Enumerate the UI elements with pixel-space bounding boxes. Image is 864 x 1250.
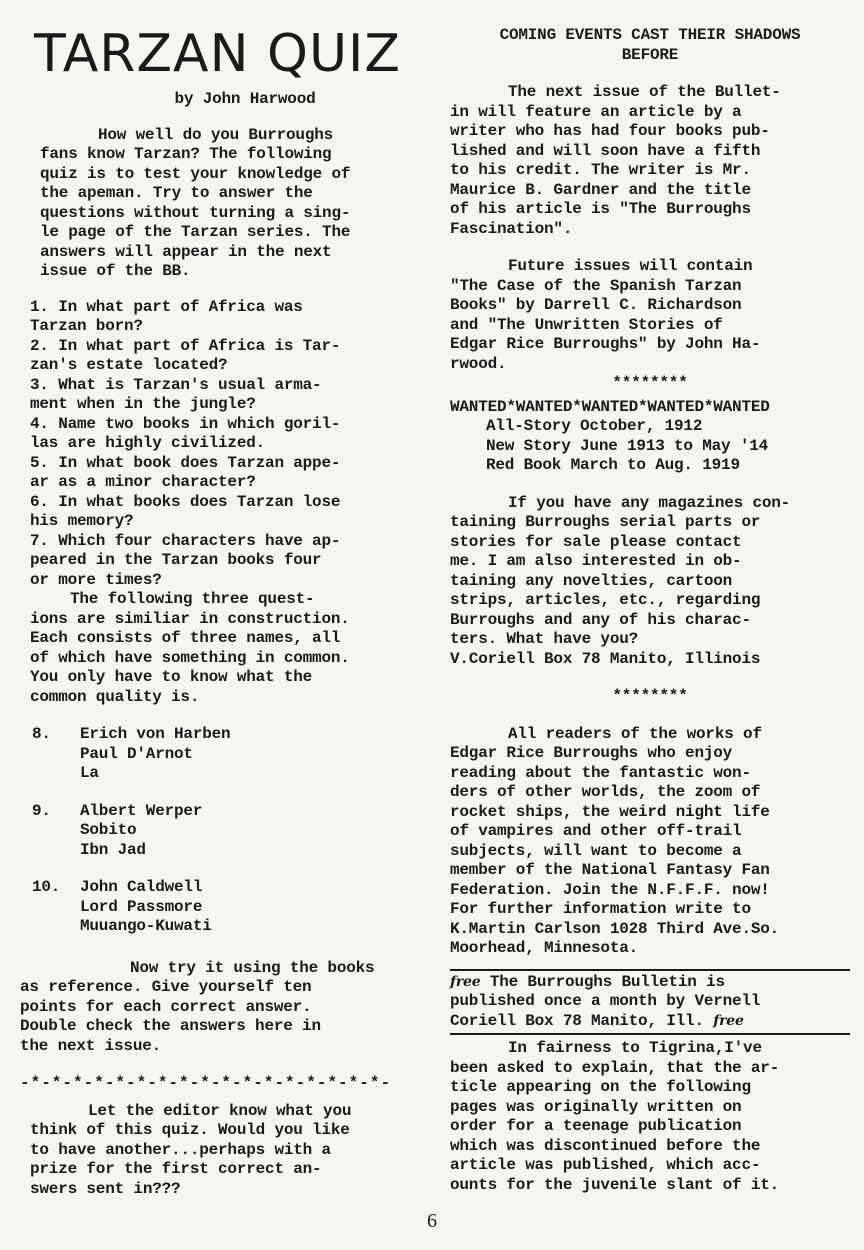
section-heading [450, 26, 850, 65]
text-line: in will feature an article by a [450, 102, 742, 121]
text-line: to his credit. The writer is Mr. [450, 161, 751, 179]
editor-note [30, 1102, 440, 1200]
text-line: All readers of the works of [508, 724, 762, 743]
dash-rule: -*-*-*-*-*-*-*-*-*-*-*-*-*-*-*-*-*- [20, 1074, 392, 1092]
text-line: points for each correct answer. [20, 997, 312, 1016]
question-line: las are highly civilized. [30, 434, 266, 452]
group-number: 9. [32, 801, 51, 820]
text-line: Federation. Join the N.F.F.F. now! [450, 880, 770, 899]
text-line: You only have to know what the [30, 668, 313, 686]
name-item: La [80, 764, 99, 782]
text-line: fans know Tarzan? The following [40, 145, 332, 163]
heading-line: COMING EVENTS CAST THEIR SHADOWS [499, 26, 801, 44]
text-line: Burroughs and any of his charac- [450, 610, 751, 629]
page-number: 6 [427, 1210, 437, 1232]
quiz-title: TARZAN QUIZ [34, 24, 402, 84]
text-line: of vampires and other off-trail [450, 822, 742, 840]
text-line: pages was originally written on [450, 1097, 742, 1116]
name-list [80, 878, 212, 937]
group-number: 10. [32, 878, 61, 896]
text-line: ders of other worlds, the zoom of [450, 783, 761, 801]
name-group [32, 878, 440, 937]
wanted-header: WANTED*WANTED*WANTED*WANTED*WANTED [450, 397, 770, 416]
text-line: of his article is "The Burroughs [450, 200, 751, 218]
question-line: ar as a minor character? [30, 473, 256, 491]
text-line: Now try it using the books [130, 958, 375, 977]
text-line: me. I am also interested in ob- [450, 552, 742, 570]
quiz-intro [40, 126, 440, 282]
text-line: issue of the BB. [40, 262, 191, 280]
name-list [80, 725, 230, 784]
text-line: How well do you Burroughs [98, 125, 334, 144]
text-line: The next issue of the Bullet- [508, 83, 781, 101]
text-line: prize for the first correct an- [30, 1160, 322, 1178]
name-item: Erich von Harben [80, 725, 231, 743]
heading-line: BEFORE [621, 45, 679, 64]
text-line: lished and will soon have a fifth [450, 141, 761, 160]
text-line: rwood. [450, 354, 507, 373]
future-issues-paragraph [450, 257, 850, 374]
text-line: questions without turning a sing- [40, 203, 351, 222]
text-line: ticle appearing on the following [450, 1078, 751, 1096]
wanted-item: Red Book March to Aug. 1919 [486, 456, 740, 474]
name-item: Muuango-Kuwati [80, 917, 212, 935]
question-line: his memory? [30, 512, 134, 530]
text-line: quiz is to test your knowledge of [40, 164, 351, 183]
question-line: 6. In what books does Tarzan lose [30, 492, 341, 511]
text-line: taining any novelties, cartoon [450, 571, 733, 590]
text-line: member of the National Fantasy Fan [450, 861, 770, 879]
left-column [20, 26, 440, 1199]
text-line: published once a month by Vernell [450, 992, 761, 1010]
text-line: The Burroughs Bulletin is [489, 972, 725, 991]
text-line: "The Case of the Spanish Tarzan [450, 276, 742, 295]
text-line: In fairness to Tigrina,I've [508, 1039, 762, 1057]
name-groups [32, 725, 440, 937]
text-line: For further information write to [450, 900, 751, 918]
name-group [32, 802, 440, 861]
text-line: to have another...perhaps with a [30, 1140, 331, 1159]
text-line: K.Martin Carlson 1028 Third Ave.So. [450, 919, 780, 938]
text-line: the apeman. Try to answer the [40, 184, 313, 202]
text-line: writer who has had four books pub- [450, 122, 770, 140]
text-line: Books" by Darrell C. Richardson [450, 296, 742, 314]
question-line: ment when in the jungle? [30, 395, 256, 413]
bulletin-notice [450, 969, 850, 1036]
text-line: and "The Unwritten Stories of [450, 315, 723, 334]
text-line: taining Burroughs serial parts or [450, 513, 761, 531]
quiz-questions [30, 298, 440, 708]
text-line: ters. What have you? [450, 630, 639, 648]
question-line: zan's estate located? [30, 356, 228, 374]
text-line: rocket ships, the weird night life [450, 802, 770, 821]
wanted-item: New Story June 1913 to May '14 [486, 436, 769, 455]
text-line: swers sent in??? [30, 1179, 181, 1198]
text-line: Each consists of three names, all [30, 629, 341, 647]
text-line: order for a teenage publication [450, 1117, 742, 1135]
text-line: the next issue. [20, 1036, 162, 1055]
star-divider: ******** [612, 687, 688, 705]
text-line: ounts for the juvenile slant of it. [450, 1175, 780, 1194]
text-line: ions are similiar in construction. [30, 609, 350, 628]
free-stamp: free [713, 1012, 744, 1029]
wanted-item: All-Story October, 1912 [486, 417, 703, 435]
text-line: Fascination". [450, 219, 573, 238]
text-line: Edgar Rice Burroughs" by John Ha- [450, 335, 761, 353]
text-line: answers will appear in the next [40, 242, 332, 261]
name-item: Paul D'Arnot [80, 744, 193, 763]
question-line: 7. Which four characters have ap- [30, 531, 341, 550]
name-group [32, 725, 440, 784]
question-line: 1. In what part of Africa was [30, 297, 303, 316]
question-line: 2. In what part of Africa is Tar- [30, 336, 341, 355]
text-line: which was discontinued before the [450, 1136, 761, 1155]
name-list [80, 802, 202, 861]
text-line: Double check the answers here in [20, 1017, 321, 1035]
text-line: think of this quiz. Would you like [30, 1121, 350, 1139]
text-line [450, 973, 850, 993]
question-line: 4. Name two books in which goril- [30, 414, 341, 433]
name-item: John Caldwell [80, 878, 203, 896]
text-line: Let the editor know what you [88, 1101, 352, 1120]
name-item: Sobito [80, 821, 137, 839]
text-line: Coriell Box 78 Manito, Ill. [450, 1011, 704, 1030]
group-number: 8. [32, 725, 51, 743]
readers-paragraph [450, 725, 850, 959]
text-line: as reference. Give yourself ten [20, 978, 312, 996]
text-line: subjects, will want to become a [450, 841, 742, 860]
question-line: Tarzan born? [30, 317, 143, 335]
name-item: Lord Passmore [80, 897, 203, 916]
text-line: been asked to explain, that the ar- [450, 1058, 780, 1077]
text-line: Future issues will contain [508, 257, 753, 275]
question-line: 5. In what book does Tarzan appe- [30, 453, 341, 472]
star-divider: ******** [612, 374, 688, 392]
question-line: 3. What is Tarzan's usual arma- [30, 375, 322, 394]
text-line: of which have something in common. [30, 648, 350, 667]
text-line: If you have any magazines con- [508, 493, 791, 512]
instructions [20, 959, 440, 1057]
text-line: Maurice B. Gardner and the title [450, 180, 751, 199]
text-line: stories for sale please contact [450, 532, 742, 551]
next-issue-paragraph [450, 83, 850, 239]
name-item: Ibn Jad [80, 840, 146, 859]
text-line: The following three quest- [70, 590, 315, 608]
text-line: common quality is. [30, 687, 200, 706]
text-line: V.Coriell Box 78 Manito, Illinois [450, 649, 761, 668]
text-line: reading about the fantastic won- [450, 763, 751, 782]
text-line: Edgar Rice Burroughs who enjoy [450, 744, 733, 762]
question-line: peared in the Tarzan books four [30, 551, 322, 569]
magazines-paragraph [450, 494, 850, 670]
byline: by John Harwood [174, 90, 316, 108]
free-stamp: free [450, 973, 481, 990]
fairness-paragraph [450, 1039, 850, 1195]
text-line: Moorhead, Minnesota. [450, 939, 639, 957]
question-line: or more times? [30, 570, 162, 589]
text-line: le page of the Tarzan series. The [40, 223, 351, 241]
text-line: strips, articles, etc., regarding [450, 591, 761, 609]
text-line: article was published, which acc- [450, 1156, 761, 1174]
right-column [450, 26, 850, 1195]
wanted-list [486, 417, 850, 476]
text-line [450, 1012, 850, 1032]
name-item: Albert Werper [80, 801, 203, 820]
